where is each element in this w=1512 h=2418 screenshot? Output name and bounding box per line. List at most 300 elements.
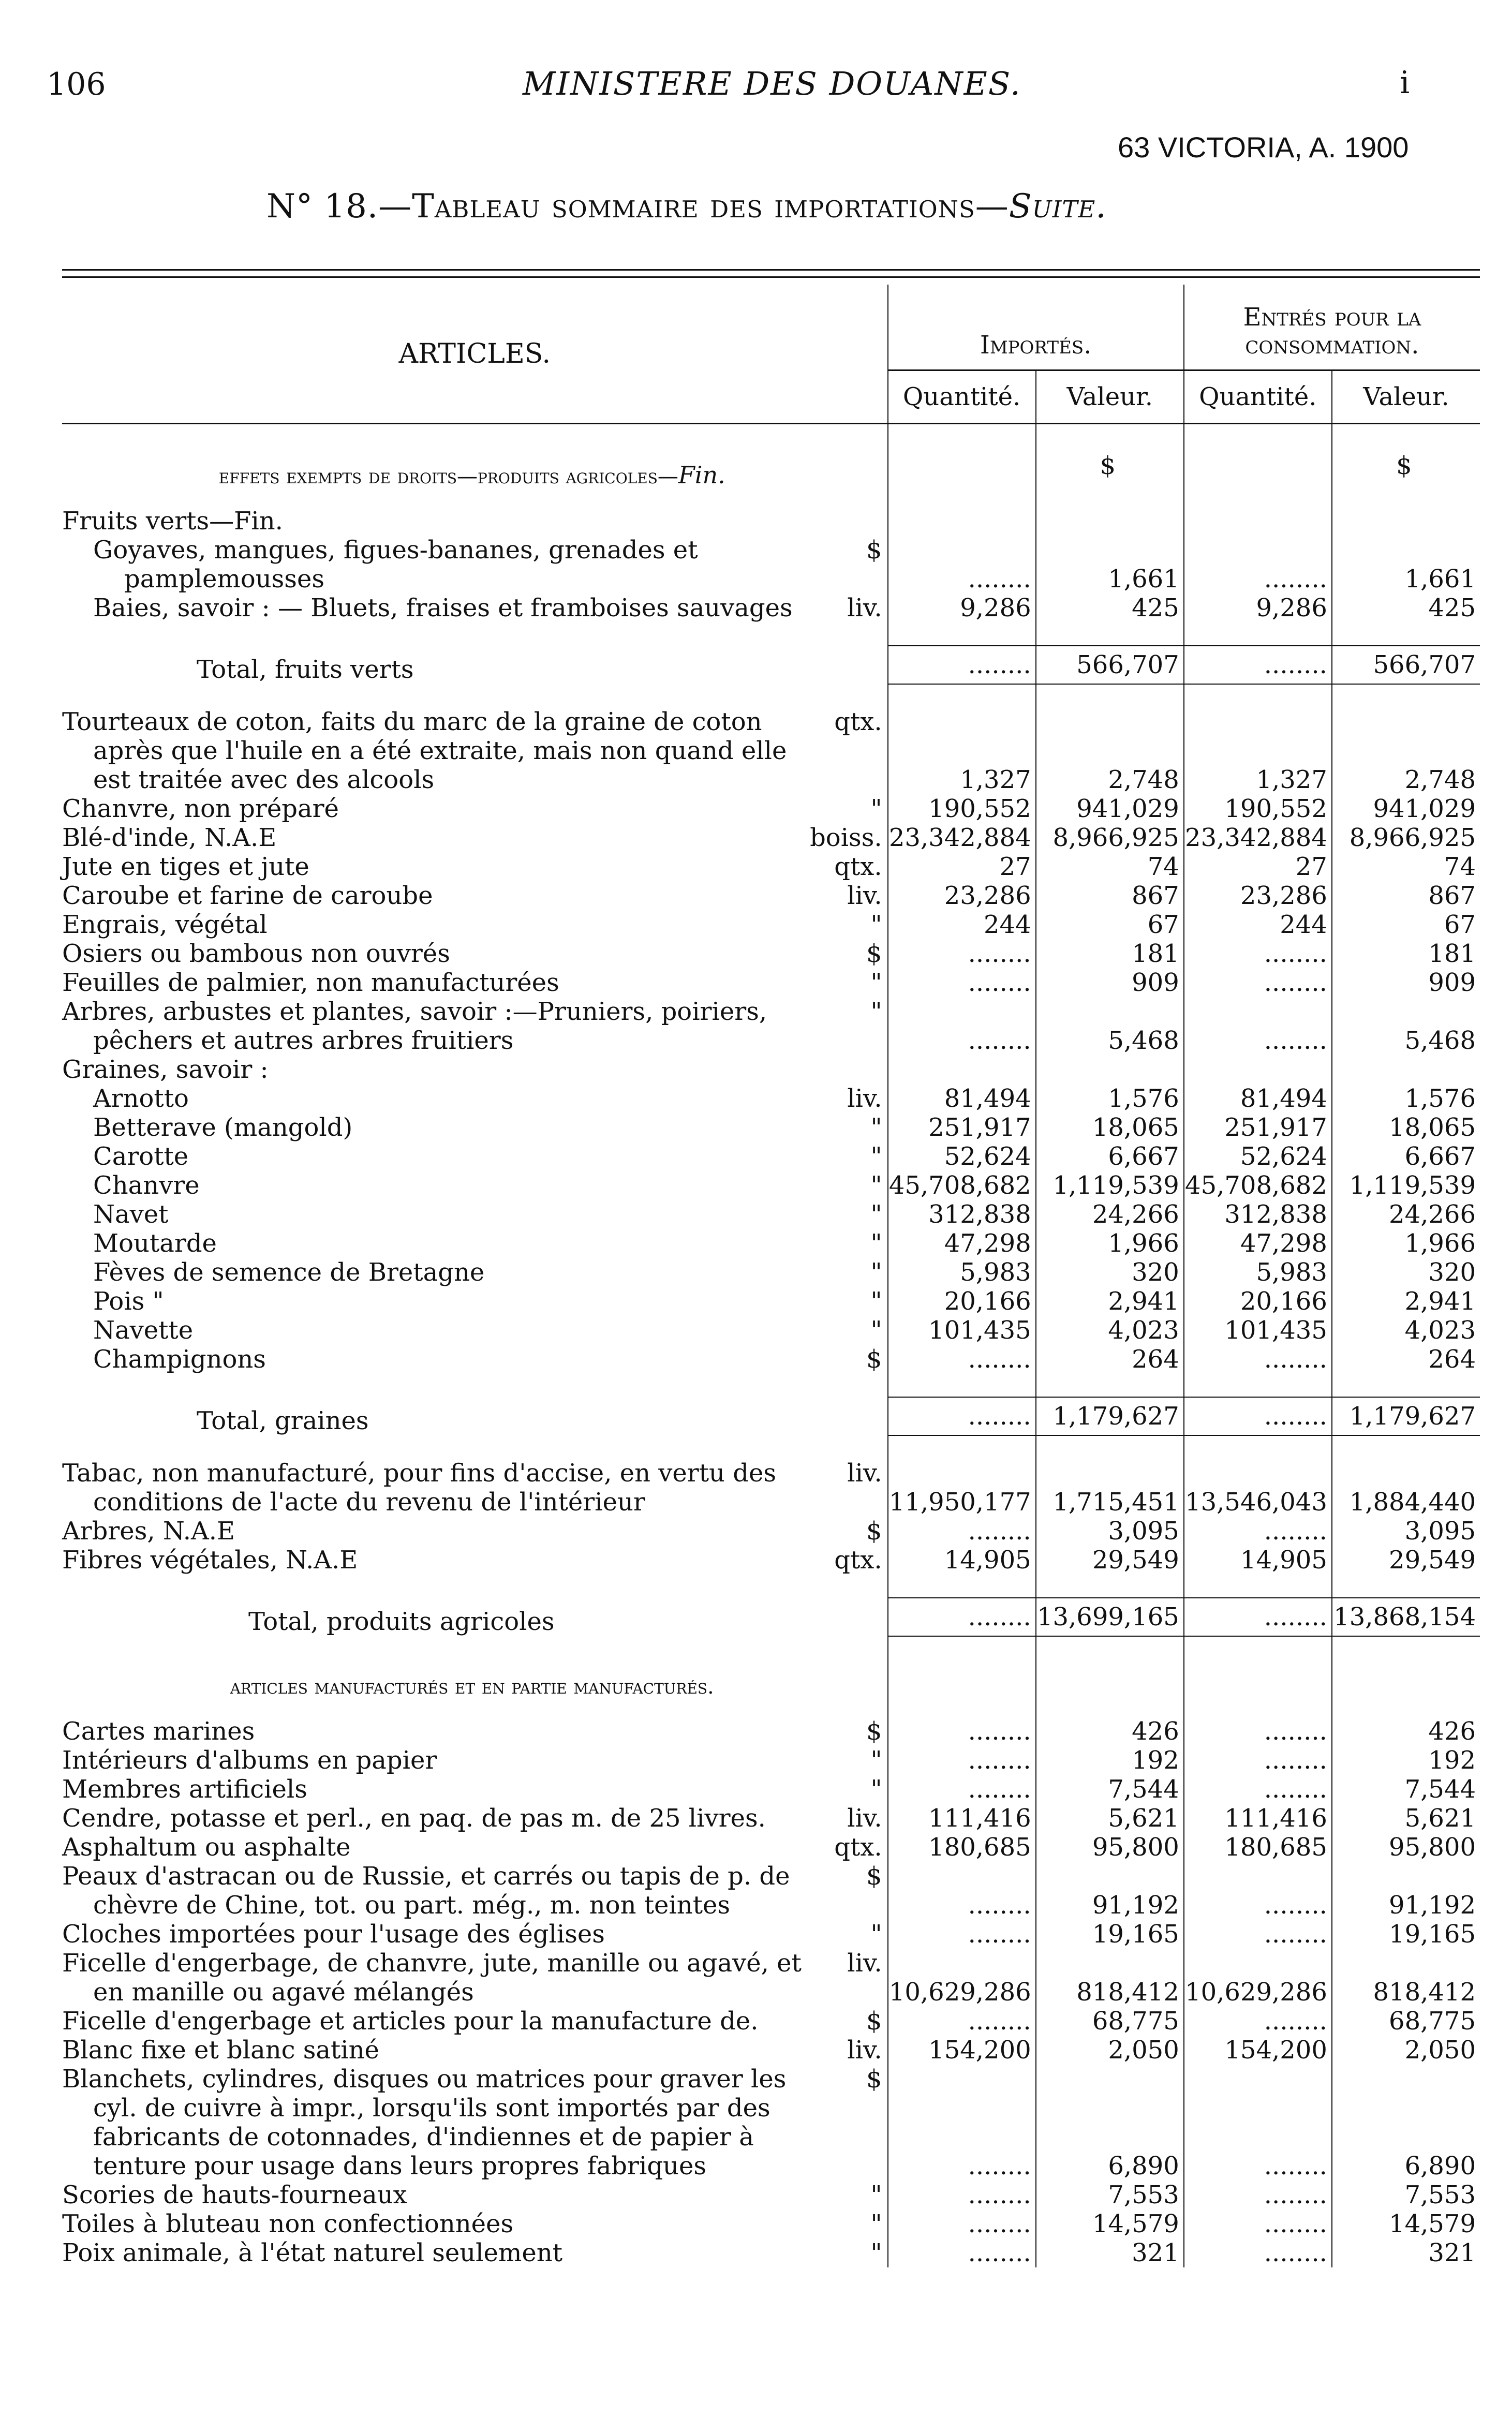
total-imported-value: 566,707: [1036, 646, 1184, 684]
table-row: [62, 1517, 1480, 1546]
consumption-quantity: 81,494: [1184, 1084, 1332, 1113]
article-unit: $: [866, 2007, 882, 2036]
consumption-quantity: ........: [1184, 1862, 1332, 1920]
consumption-quantity: 23,342,884: [1184, 823, 1332, 852]
imported-value: 14,579: [1036, 2209, 1184, 2238]
table-row: [62, 1717, 1480, 1746]
consumption-value: 1,576: [1332, 1084, 1480, 1113]
consumption-quantity: 52,624: [1184, 1142, 1332, 1171]
article-line: [93, 1200, 882, 1229]
total-label: Total, produits agricoles: [248, 1607, 555, 1636]
total-imported-quantity: ........: [888, 646, 1036, 684]
imported-value: 264: [1036, 1345, 1184, 1374]
table-row: [62, 2007, 1480, 2036]
dollar-sign: $: [1036, 424, 1184, 507]
fruits-heading-label: Fruits verts—Fin.: [62, 507, 283, 536]
consumption-value: 1,884,440: [1332, 1459, 1480, 1517]
spacer-cell: [62, 1575, 888, 1598]
article-unit: ": [870, 1258, 882, 1287]
imported-quantity: 154,200: [888, 2036, 1036, 2065]
consumption-quantity: 5,983: [1184, 1258, 1332, 1287]
article-label: Tourteaux de coton, faits du marc de la graine de coton après que l'huile en a été extraite, mais non quand elle est traitée avec des alcools: [62, 707, 787, 794]
article-cell: [62, 1717, 888, 1746]
consumption-quantity: 111,416: [1184, 1804, 1332, 1833]
imported-quantity: ........: [888, 1920, 1036, 1949]
imported-quantity: ........: [888, 1775, 1036, 1804]
article-unit: qtx.: [834, 1546, 882, 1575]
imported-value: 5,468: [1036, 997, 1184, 1055]
imported-value: 74: [1036, 852, 1184, 881]
article-label: Fibres végétales, N.A.E: [62, 1546, 358, 1575]
consumption-quantity: 20,166: [1184, 1287, 1332, 1316]
consumption-value: 1,661: [1332, 536, 1480, 594]
total-imported-quantity: ........: [888, 1397, 1036, 1435]
article-unit: liv.: [847, 594, 882, 622]
table-row: [62, 2036, 1480, 2065]
table-row: [62, 2065, 1480, 2180]
imported-value: 19,165: [1036, 1920, 1184, 1949]
table-row: [62, 1949, 1480, 2007]
imported-value: 29,549: [1036, 1546, 1184, 1575]
table-row: [62, 1258, 1480, 1287]
empty-cell: [1184, 1636, 1332, 1717]
consumption-value: 320: [1332, 1258, 1480, 1287]
article-cell: [62, 2238, 888, 2267]
consumption-value: 5,468: [1332, 997, 1480, 1055]
article-cell: [62, 1345, 888, 1374]
imported-quantity: ........: [888, 2180, 1036, 2209]
imported-quantity: ........: [888, 2238, 1036, 2267]
table-row: [62, 1920, 1480, 1949]
article-label: Poix animale, à l'état naturel seulement: [62, 2238, 563, 2267]
article-label: Navet: [93, 1200, 169, 1229]
empty-cell: [1332, 1636, 1480, 1717]
article-unit: ": [870, 997, 882, 1026]
article-line: [62, 823, 882, 852]
article-line: [62, 1546, 882, 1575]
consumption-quantity: ........: [1184, 2180, 1332, 2209]
article-label: Peaux d'astracan ou de Russie, et carrés ou tapis de p. de chèvre de Chine, tot. ou part. még., m. non teintes: [62, 1862, 790, 1920]
article-cell: [62, 1171, 888, 1200]
article-cell: [62, 997, 888, 1055]
empty-cell: [888, 1055, 1036, 1084]
article-line: [62, 1459, 882, 1517]
article-unit: ": [870, 2180, 882, 2209]
imported-value: 18,065: [1036, 1113, 1184, 1142]
consumption-quantity: ........: [1184, 997, 1332, 1055]
imported-value: 425: [1036, 594, 1184, 622]
article-line: [62, 852, 882, 881]
article-line: [62, 968, 882, 997]
article-label: Ficelle d'engerbage, de chanvre, jute, manille ou agavé, et en manille ou agavé mélangés: [62, 1949, 802, 2007]
consumption-value: 818,412: [1332, 1949, 1480, 2007]
table-row: [62, 1200, 1480, 1229]
article-line: [93, 1113, 882, 1142]
spacer-cell: [1184, 1374, 1332, 1397]
imported-quantity: ........: [888, 1345, 1036, 1374]
consumption-quantity: 1,327: [1184, 707, 1332, 794]
article-line: [93, 1171, 882, 1200]
imported-value: 1,715,451: [1036, 1459, 1184, 1517]
article-unit: ": [870, 968, 882, 997]
imported-value: 867: [1036, 881, 1184, 910]
consumption-value: 941,029: [1332, 794, 1480, 823]
consumption-value: 91,192: [1332, 1862, 1480, 1920]
table-row: [62, 881, 1480, 910]
imported-value: 95,800: [1036, 1833, 1184, 1862]
imported-quantity: 20,166: [888, 1287, 1036, 1316]
spacer-cell: [1184, 1575, 1332, 1598]
article-cell: [62, 1200, 888, 1229]
spacer-cell: [1036, 1435, 1184, 1459]
spacer-cell: [888, 1575, 1036, 1598]
article-unit: $: [866, 1345, 882, 1374]
imported-value: 181: [1036, 939, 1184, 968]
article-unit: $: [866, 1717, 882, 1746]
imported-quantity: ........: [888, 997, 1036, 1055]
imported-quantity: 14,905: [888, 1546, 1036, 1575]
imported-value: 2,050: [1036, 2036, 1184, 2065]
article-line: [62, 1517, 882, 1546]
consumption-value: 7,553: [1332, 2180, 1480, 2209]
article-unit: liv.: [847, 1459, 882, 1488]
article-cell: [62, 536, 888, 594]
article-label: Arbres, arbustes et plantes, savoir :—Pruniers, poiriers, pêchers et autres arbres fruitiers: [62, 997, 767, 1055]
article-cell: [62, 910, 888, 939]
consumption-value: 24,266: [1332, 1200, 1480, 1229]
spacer-row: [62, 1575, 1480, 1598]
consumption-quantity: ........: [1184, 1517, 1332, 1546]
consumption-value: 8,966,925: [1332, 823, 1480, 852]
consumption-quantity: 9,286: [1184, 594, 1332, 622]
imported-quantity: ........: [888, 1717, 1036, 1746]
section-row: [62, 424, 1480, 507]
imported-value: 3,095: [1036, 1517, 1184, 1546]
article-line: [62, 1746, 882, 1775]
consumption-value: 1,966: [1332, 1229, 1480, 1258]
article-unit: liv.: [847, 2036, 882, 2065]
consumption-quantity: ........: [1184, 1920, 1332, 1949]
imported-quantity: 180,685: [888, 1833, 1036, 1862]
spacer-cell: [1036, 1374, 1184, 1397]
section-title-italic: Fin.: [678, 461, 725, 489]
consumption-value: 4,023: [1332, 1316, 1480, 1345]
consumption-quantity: 27: [1184, 852, 1332, 881]
imported-quantity: ........: [888, 1517, 1036, 1546]
consumption-quantity: ........: [1184, 968, 1332, 997]
article-cell: [62, 1833, 888, 1862]
imported-value: 426: [1036, 1717, 1184, 1746]
article-line: [62, 939, 882, 968]
imported-value: 1,661: [1036, 536, 1184, 594]
title-rule-bottom: [62, 276, 1480, 278]
consumption-value: 2,748: [1332, 707, 1480, 794]
article-unit: qtx.: [834, 1833, 882, 1862]
empty-cell: [1184, 424, 1332, 507]
imported-quantity: ........: [888, 2007, 1036, 2036]
imported-value: 7,544: [1036, 1775, 1184, 1804]
table-row: [62, 594, 1480, 622]
article-cell: [62, 1229, 888, 1258]
article-cell: [62, 794, 888, 823]
article-label: Cendre, potasse et perl., en paq. de pas m. de 25 livres.: [62, 1804, 766, 1833]
consumption-value: 1,119,539: [1332, 1171, 1480, 1200]
article-label: Scories de hauts-fourneaux: [62, 2180, 407, 2209]
imported-quantity: 47,298: [888, 1229, 1036, 1258]
header-imported: Importés.: [888, 285, 1184, 370]
table-row: [62, 2180, 1480, 2209]
article-label: Cartes marines: [62, 1717, 255, 1746]
article-cell: [62, 939, 888, 968]
consumption-value: 19,165: [1332, 1920, 1480, 1949]
table-title-suite: Suite.: [1009, 187, 1107, 226]
article-line: [62, 2238, 882, 2267]
consumption-value: 29,549: [1332, 1546, 1480, 1575]
consumption-value: 909: [1332, 968, 1480, 997]
empty-cell: [1332, 507, 1480, 536]
article-line: [62, 1862, 882, 1920]
spacer-cell: [1036, 622, 1184, 646]
imported-value: 68,775: [1036, 2007, 1184, 2036]
empty-cell: [888, 424, 1036, 507]
article-unit: ": [870, 2238, 882, 2267]
spacer-cell: [62, 1374, 888, 1397]
imported-quantity: ........: [888, 536, 1036, 594]
article-cell: [62, 1775, 888, 1804]
empty-cell: [1036, 507, 1184, 536]
article-unit: $: [866, 1862, 882, 1891]
imported-value: 6,890: [1036, 2065, 1184, 2180]
section-title-text: effets exempts de droits—produits agricoles—: [218, 465, 678, 488]
consumption-value: 5,621: [1332, 1804, 1480, 1833]
consumption-quantity: ........: [1184, 1345, 1332, 1374]
article-line: [62, 881, 882, 910]
section-title: [62, 1636, 888, 1717]
margin-mark: i: [1400, 65, 1410, 101]
consumption-quantity: ........: [1184, 2238, 1332, 2267]
table-row: [62, 536, 1480, 594]
table-row: [62, 1804, 1480, 1833]
imported-quantity: 1,327: [888, 707, 1036, 794]
spacer-cell: [62, 1435, 888, 1459]
table-row: [62, 1113, 1480, 1142]
article-line: [62, 1949, 882, 2007]
article-line: [62, 1717, 882, 1746]
article-cell: [62, 1142, 888, 1171]
article-cell: [62, 968, 888, 997]
spacer-cell: [1332, 1435, 1480, 1459]
article-label: Cloches importées pour l'usage des églises: [62, 1920, 605, 1949]
imported-quantity: ........: [888, 939, 1036, 968]
consumption-value: 74: [1332, 852, 1480, 881]
spacer-cell: [1036, 1575, 1184, 1598]
article-cell: [62, 1746, 888, 1775]
imported-quantity: 111,416: [888, 1804, 1036, 1833]
table-row: [62, 1546, 1480, 1575]
empty-cell: [888, 1636, 1036, 1717]
empty-cell: [1184, 507, 1332, 536]
running-title: MINISTERE DES DOUANES.: [523, 65, 1021, 102]
table-title-prefix: N° 18.—Tableau sommaire des importations—: [266, 187, 1009, 226]
table-row: [62, 852, 1480, 881]
spacer-cell: [1332, 684, 1480, 707]
article-line: [62, 910, 882, 939]
article-cell: [62, 1084, 888, 1113]
article-line: [93, 594, 882, 622]
article-line: [93, 536, 882, 594]
consumption-quantity: ........: [1184, 939, 1332, 968]
article-cell: [62, 2007, 888, 2036]
article-label: Navette: [93, 1316, 194, 1345]
total-consumption-value: 13,868,154: [1332, 1598, 1480, 1636]
table-body: [62, 424, 1480, 2268]
article-line: [62, 794, 882, 823]
article-label: Toiles à bluteau non confectionnées: [62, 2209, 514, 2238]
article-unit: ": [870, 1920, 882, 1949]
spacer-cell: [1184, 622, 1332, 646]
imported-value: 4,023: [1036, 1316, 1184, 1345]
imported-quantity: 11,950,177: [888, 1459, 1036, 1517]
article-unit: ": [870, 1229, 882, 1258]
page-number: 106: [47, 66, 106, 102]
header-imported-value: Valeur.: [1036, 370, 1184, 424]
table-row: [62, 1229, 1480, 1258]
spacer-cell: [888, 684, 1036, 707]
article-line: [62, 2036, 882, 2065]
empty-cell: [1036, 1636, 1184, 1717]
article-cell: [62, 852, 888, 881]
article-label: Chanvre: [93, 1171, 200, 1200]
consumption-value: 2,941: [1332, 1287, 1480, 1316]
imported-value: 1,119,539: [1036, 1171, 1184, 1200]
article-unit: boiss.: [810, 823, 882, 852]
article-line: [93, 1084, 882, 1113]
article-line: [93, 1345, 882, 1374]
imported-quantity: 312,838: [888, 1200, 1036, 1229]
imported-quantity: 45,708,682: [888, 1171, 1036, 1200]
imported-quantity: 251,917: [888, 1113, 1036, 1142]
article-label: Arbres, N.A.E: [62, 1517, 235, 1546]
article-line: [62, 2180, 882, 2209]
header-articles: ARTICLES.: [62, 285, 888, 424]
consumption-value: 67: [1332, 910, 1480, 939]
article-label: Chanvre, non préparé: [62, 794, 339, 823]
consumption-quantity: 244: [1184, 910, 1332, 939]
article-line: [93, 1229, 882, 1258]
imported-quantity: ........: [888, 1746, 1036, 1775]
table-row: [62, 910, 1480, 939]
table-row: [62, 2238, 1480, 2267]
article-unit: ": [870, 2209, 882, 2238]
spacer-row: [62, 1435, 1480, 1459]
article-unit: liv.: [847, 881, 882, 910]
article-label: Champignons: [93, 1345, 266, 1374]
imported-value: 2,748: [1036, 707, 1184, 794]
import-summary-table: [62, 285, 1480, 2267]
article-unit: $: [866, 1517, 882, 1546]
article-line: [62, 2209, 882, 2238]
article-unit: $: [866, 939, 882, 968]
total-row: [62, 1397, 1480, 1435]
spacer-cell: [888, 1435, 1036, 1459]
total-imported-value: 1,179,627: [1036, 1397, 1184, 1435]
article-cell: [62, 707, 888, 794]
imported-quantity: 244: [888, 910, 1036, 939]
article-line: [93, 1142, 882, 1171]
imported-value: 24,266: [1036, 1200, 1184, 1229]
article-unit: ": [870, 1142, 882, 1171]
article-label: Goyaves, mangues, figues-bananes, grenades et pamplemousses: [93, 536, 698, 594]
consumption-value: 14,579: [1332, 2209, 1480, 2238]
table-row: [62, 1316, 1480, 1345]
spacer-cell: [888, 622, 1036, 646]
article-label: Caroube et farine de caroube: [62, 881, 433, 910]
consumption-value: 68,775: [1332, 2007, 1480, 2036]
consumption-value: 3,095: [1332, 1517, 1480, 1546]
consumption-quantity: 101,435: [1184, 1316, 1332, 1345]
spacer-cell: [1332, 1575, 1480, 1598]
imported-value: 1,576: [1036, 1084, 1184, 1113]
imported-quantity: 52,624: [888, 1142, 1036, 1171]
consumption-quantity: ........: [1184, 536, 1332, 594]
dollar-sign: $: [1332, 424, 1480, 507]
article-unit: liv.: [847, 1949, 882, 1978]
consumption-quantity: 154,200: [1184, 2036, 1332, 2065]
imported-quantity: ........: [888, 968, 1036, 997]
consumption-value: 2,050: [1332, 2036, 1480, 2065]
total-consumption-quantity: ........: [1184, 646, 1332, 684]
article-cell: [62, 2065, 888, 2180]
consumption-quantity: ........: [1184, 1717, 1332, 1746]
spacer-cell: [1332, 622, 1480, 646]
article-line: [62, 2007, 882, 2036]
graines-heading: [62, 1055, 1480, 1084]
article-line: [62, 1833, 882, 1862]
article-cell: [62, 1949, 888, 2007]
article-cell: [62, 1862, 888, 1920]
article-cell: [62, 1113, 888, 1142]
imported-value: 321: [1036, 2238, 1184, 2267]
article-cell: [62, 2036, 888, 2065]
article-label: Blanc fixe et blanc satiné: [62, 2036, 379, 2065]
table-row: [62, 939, 1480, 968]
article-label: Intérieurs d'albums en papier: [62, 1746, 437, 1775]
spacer-cell: [62, 622, 888, 646]
table-row: [62, 1171, 1480, 1200]
article-line: [62, 1804, 882, 1833]
imported-quantity: 10,629,286: [888, 1949, 1036, 2007]
empty-cell: [1332, 1055, 1480, 1084]
article-line: [62, 707, 882, 794]
imported-value: 2,941: [1036, 1287, 1184, 1316]
article-cell: [62, 2209, 888, 2238]
header-consumption-quantity: Quantité.: [1184, 370, 1332, 424]
imported-value: 1,966: [1036, 1229, 1184, 1258]
article-unit: ": [870, 910, 882, 939]
imported-value: 91,192: [1036, 1862, 1184, 1920]
imported-value: 8,966,925: [1036, 823, 1184, 852]
consumption-value: 6,890: [1332, 2065, 1480, 2180]
article-label: Arnotto: [93, 1084, 189, 1113]
imported-value: 7,553: [1036, 2180, 1184, 2209]
imported-value: 909: [1036, 968, 1184, 997]
empty-cell: [888, 507, 1036, 536]
article-cell: [62, 594, 888, 622]
table-title: [266, 187, 1107, 226]
header-imported-quantity: Quantité.: [888, 370, 1036, 424]
consumption-value: 181: [1332, 939, 1480, 968]
article-cell: [62, 1258, 888, 1287]
